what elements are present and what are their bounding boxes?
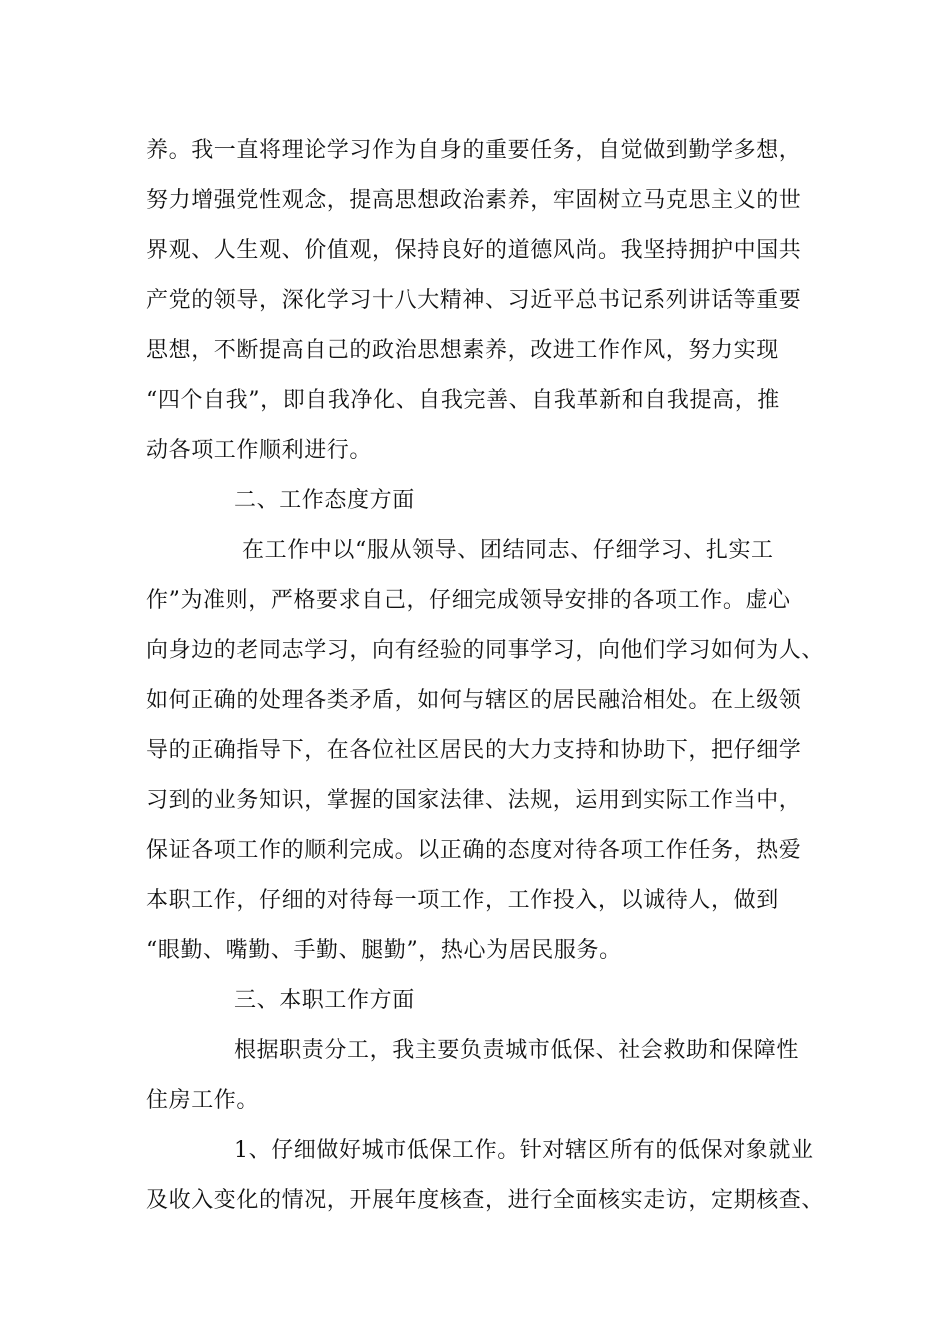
section-heading: 三、本职工作方面 (234, 988, 415, 1013)
paragraph-line: 1、仔细做好城市低保工作。针对辖区所有的低保对象就业 (234, 1138, 814, 1163)
paragraph-line: 在工作中以“服从领导、团结同志、仔细学习、扎实工 (242, 538, 774, 563)
paragraph-line: 产党的领导，深化学习十八大精神、习近平总书记系列讲话等重要 (146, 288, 802, 313)
paragraph-line: 根据职责分工，我主要负责城市低保、社会救助和保障性 (234, 1038, 800, 1063)
paragraph-line: 作”为准则，严格要求自己，仔细完成领导安排的各项工作。虚心 (146, 588, 791, 613)
paragraph-line: 保证各项工作的顺利完成。以正确的态度对待各项工作任务，热爱 (146, 838, 802, 863)
paragraph-line: 养。我一直将理论学习作为自身的重要任务，自觉做到勤学多想， (146, 138, 802, 163)
paragraph-line: 动各项工作顺利进行。 (146, 438, 373, 463)
paragraph-line: 及收入变化的情况，开展年度核查，进行全面核实走访，定期核查、 (146, 1188, 825, 1213)
paragraph-line: 如何正确的处理各类矛盾，如何与辖区的居民融洽相处。在上级领 (146, 688, 802, 713)
paragraph-line: 界观、人生观、价值观，保持良好的道德风尚。我坚持拥护中国共 (146, 238, 802, 263)
paragraph-line: 本职工作，仔细的对待每一项工作，工作投入，以诚待人，做到 (146, 888, 779, 913)
paragraph-line: 习到的业务知识，掌握的国家法律、法规，运用到实际工作当中， (146, 788, 802, 813)
paragraph-line: 向身边的老同志学习，向有经验的同事学习，向他们学习如何为人、 (146, 638, 825, 663)
paragraph-line: 导的正确指导下，在各位社区居民的大力支持和协助下，把仔细学 (146, 738, 802, 763)
paragraph-line: “眼勤、嘴勤、手勤、腿勤”，热心为居民服务。 (146, 938, 622, 963)
section-heading: 二、工作态度方面 (234, 488, 415, 513)
paragraph-line: “四个自我”，即自我净化、自我完善、自我革新和自我提高，推 (146, 388, 780, 413)
paragraph-line: 思想，不断提高自己的政治思想素养，改进工作作风，努力实现 (146, 338, 779, 363)
paragraph-line: 住房工作。 (146, 1088, 260, 1113)
paragraph-line: 努力增强党性观念，提高思想政治素养，牢固树立马克思主义的世 (146, 188, 802, 213)
